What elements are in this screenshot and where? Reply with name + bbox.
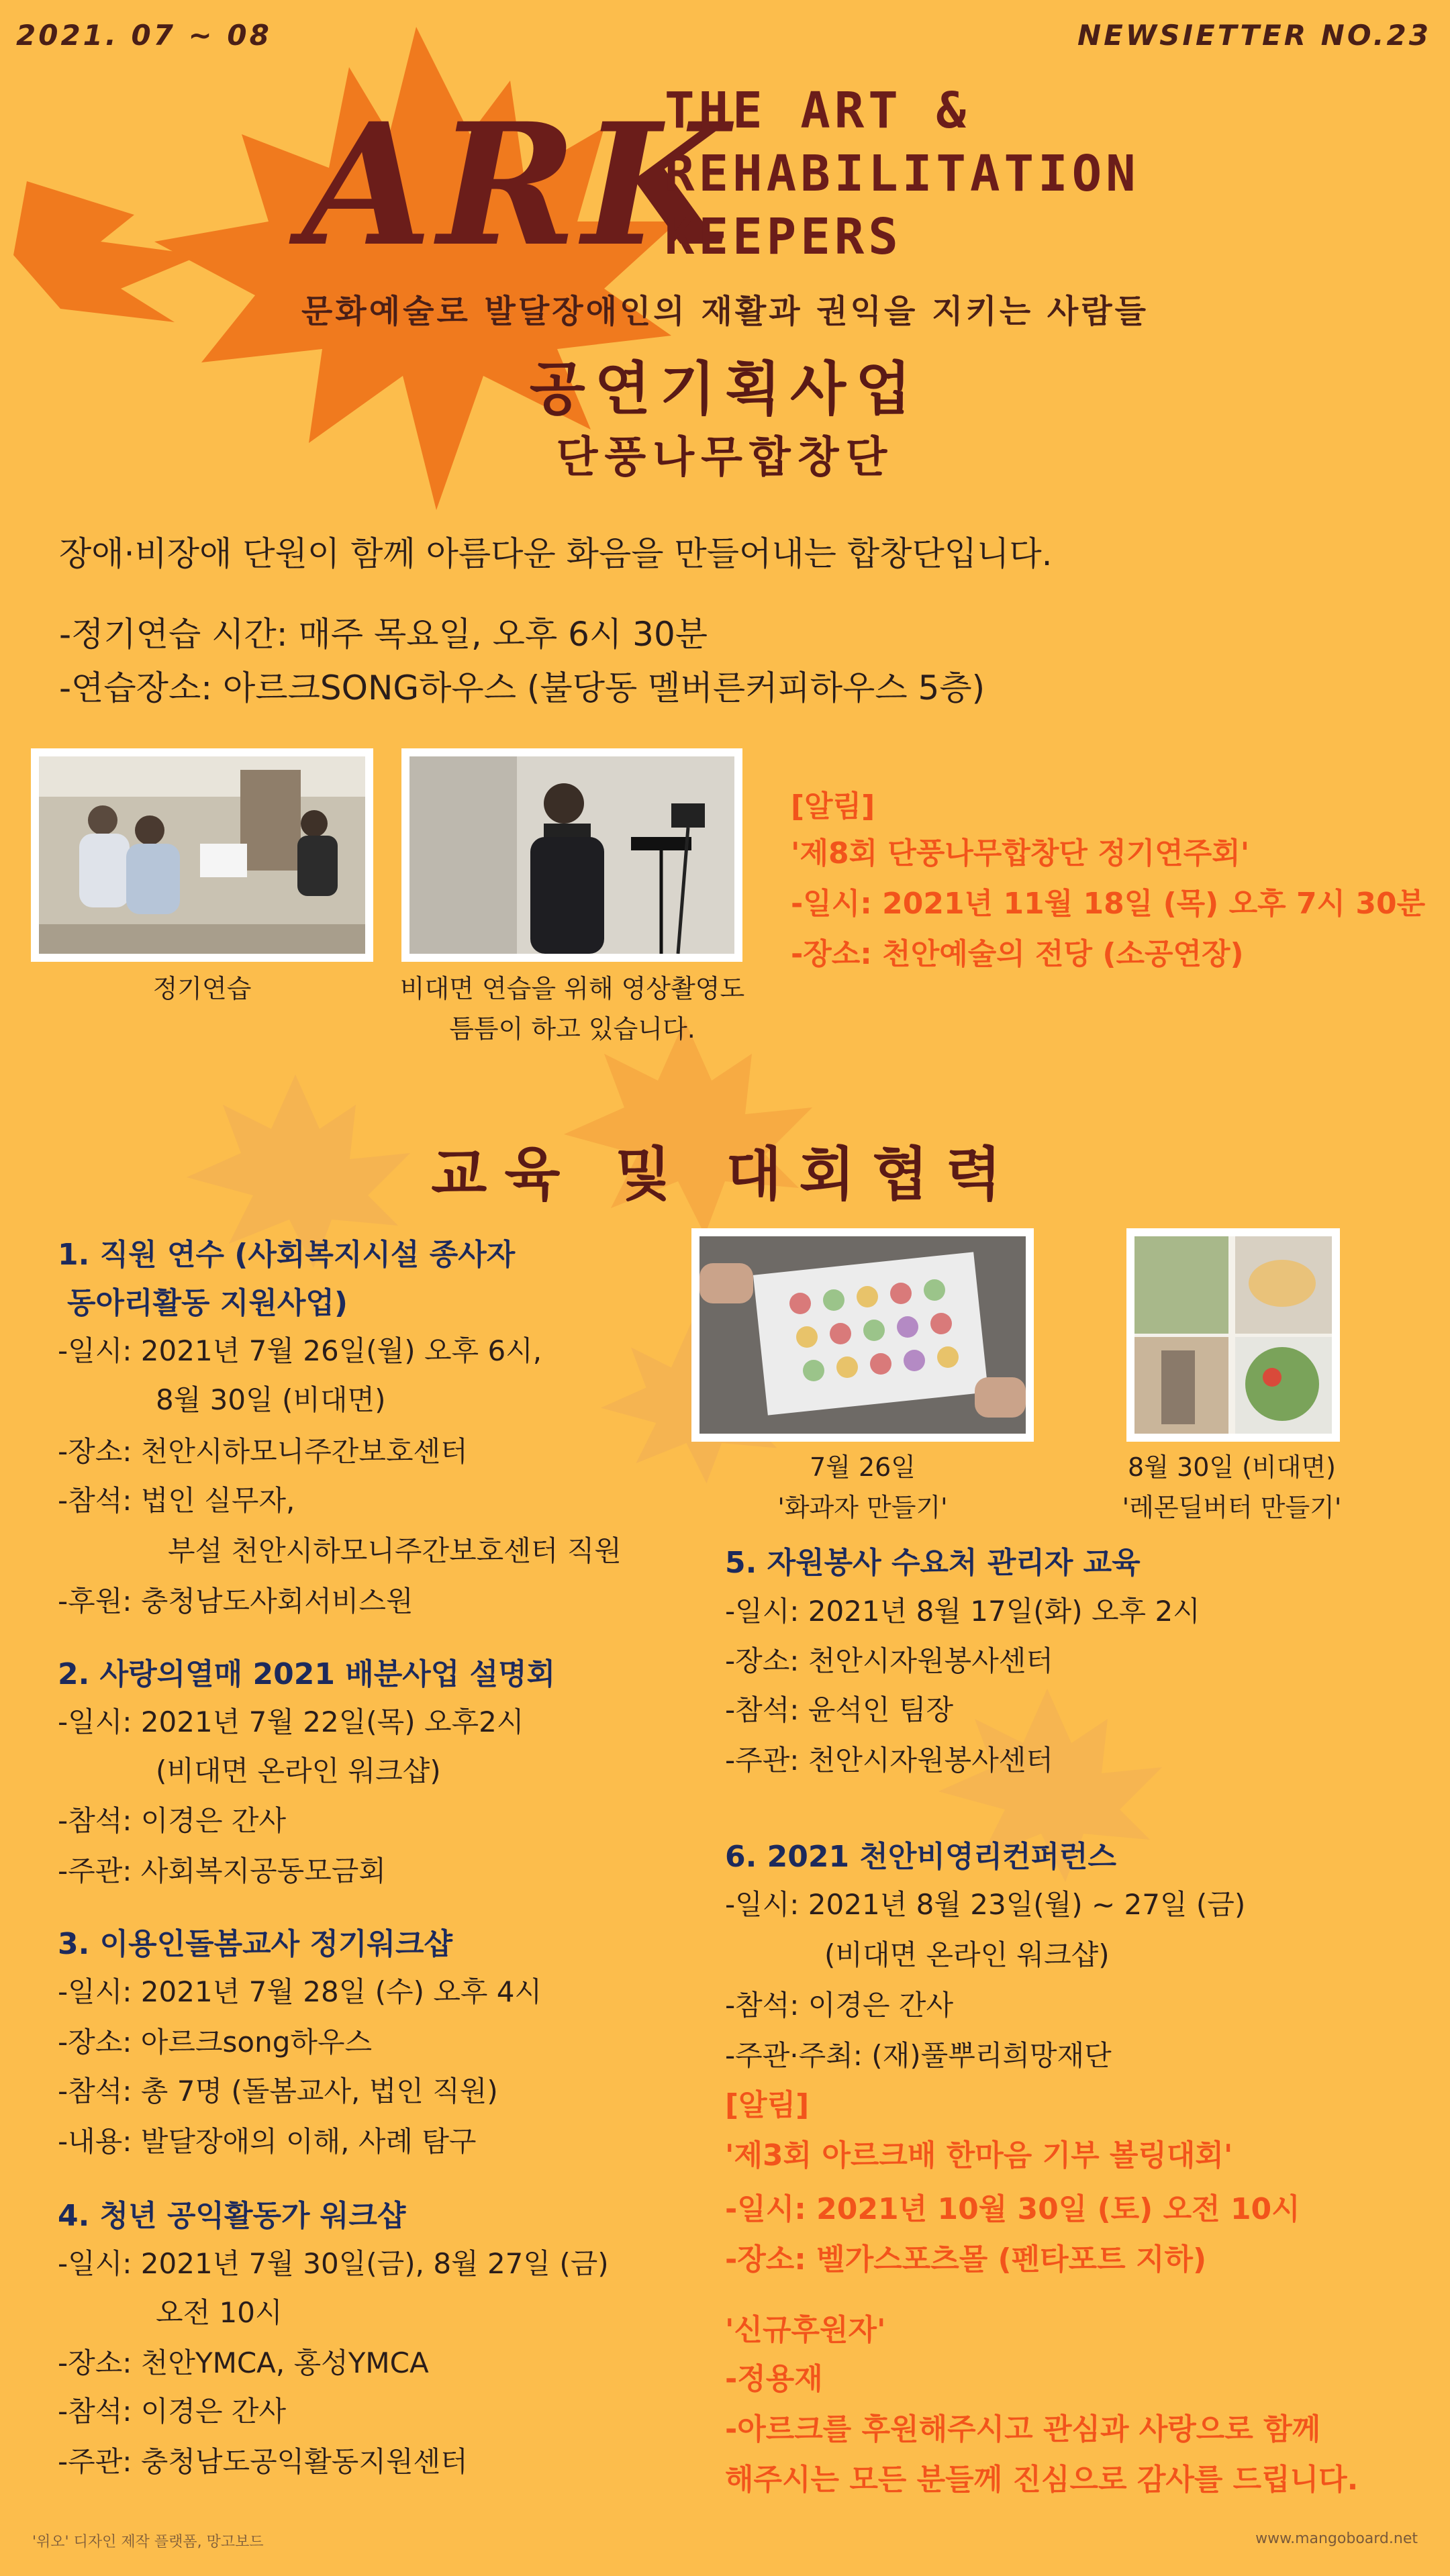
- bowling-title: '제3회 아르크배 한마음 기부 볼링대회': [725, 2138, 1233, 2173]
- item-detail: -장소: 천안시자원봉사센터: [725, 1644, 1053, 1677]
- choir-name: 단풍나무합창단: [556, 433, 894, 483]
- item-detail: -일시: 2021년 7월 28일 (수) 오후 4시: [58, 1975, 542, 2008]
- logo-full-name: [665, 79, 1215, 268]
- item-detail: (비대면 온라인 워크샵): [156, 1754, 441, 1787]
- item-detail: -참석: 이경은 간사: [725, 1989, 954, 2022]
- item-detail: -참석: 윤석인 팀장: [725, 1693, 954, 1726]
- item-detail: -참석: 이경은 간사: [58, 2395, 287, 2428]
- concert-place: -장소: 천안예술의 전당 (소공연장): [791, 937, 1244, 971]
- choir-intro: 장애·비장애 단원이 함께 아름다운 화음을 만들어내는 합창단입니다.: [59, 534, 1053, 573]
- item-detail: -참석: 총 7명 (돌봄교사, 법인 직원): [58, 2075, 498, 2108]
- item-detail: 8월 30일 (비대면): [156, 1383, 386, 1416]
- item-detail: -장소: 아르크song하우스: [58, 2026, 373, 2059]
- notice-label: [알림]: [725, 2088, 810, 2122]
- sweets-class-photo: [691, 1228, 1034, 1442]
- item-detail: -후원: 충청남도사회서비스원: [58, 1585, 414, 1618]
- item-detail: -일시: 2021년 8월 17일(화) 오후 2시: [725, 1595, 1200, 1628]
- footer-credit: '위오' 디자인 제작 플랫폼, 망고보드: [32, 2534, 264, 2550]
- item-detail: -주관·주최: (재)풀뿌리희망재단: [725, 2039, 1112, 2072]
- item-detail: -일시: 2021년 7월 30일(금), 8월 27일 (금): [58, 2247, 609, 2280]
- logo-line: KEEPERS: [665, 208, 902, 266]
- footer-link[interactable]: www.mangoboard.net: [1255, 2530, 1418, 2547]
- item-title: 5. 자원봉사 수요처 관리자 교육: [725, 1546, 1141, 1580]
- logo-line: REHABILITATION: [665, 145, 1140, 203]
- item-title: 6. 2021 천안비영리컨퍼런스: [725, 1840, 1116, 1874]
- section-title-education: 교육 및 대회협력: [431, 1141, 1019, 1208]
- item-detail: (비대면 온라인 워크샵): [824, 1938, 1110, 1971]
- photo-caption: 비대면 연습을 위해 영상촬영도: [399, 974, 745, 1003]
- item-detail: -장소: 천안시하모니주간보호센터: [58, 1435, 468, 1468]
- item-detail: -일시: 2021년 8월 23일(월) ~ 27일 (금): [725, 1888, 1246, 1921]
- butter-class-photo: [1126, 1228, 1340, 1442]
- concert-title: '제8회 단풍나무합창단 정기연주회': [791, 836, 1250, 871]
- notice-label: [알림]: [791, 789, 875, 824]
- photo-caption: 7월 26일: [809, 1452, 916, 1482]
- photo-caption: 틈틈이 하고 있습니다.: [449, 1014, 695, 1044]
- item-detail: -주관: 천안시자원봉사센터: [725, 1744, 1053, 1777]
- item-detail: 부설 천안시하모니주간보호센터 직원: [168, 1534, 622, 1567]
- photo-caption: 정기연습: [152, 974, 252, 1003]
- item-detail: -장소: 천안YMCA, 홍성YMCA: [58, 2346, 429, 2379]
- sponsor-thanks: -아르크를 후원해주시고 관심과 사랑으로 함께: [725, 2412, 1321, 2446]
- item-detail: -일시: 2021년 7월 26일(월) 오후 6시,: [58, 1334, 542, 1367]
- tagline: 문화예술로 발달장애인의 재활과 권익을 지키는 사람들: [301, 293, 1149, 330]
- item-title: 2. 사랑의열매 2021 배분사업 설명회: [58, 1657, 556, 1691]
- item-detail: -주관: 충청남도공익활동지원센터: [58, 2445, 468, 2478]
- item-detail: -일시: 2021년 7월 22일(목) 오후2시: [58, 1705, 524, 1738]
- bowling-place: -장소: 벨가스포츠몰 (펜타포트 지하): [725, 2242, 1207, 2277]
- rehearsal-image: [39, 756, 365, 954]
- choir-practice-photo: [31, 748, 373, 962]
- item-title: 3. 이용인돌봄교사 정기워크샵: [58, 1927, 453, 1961]
- item-detail: -참석: 이경은 간사: [58, 1804, 287, 1837]
- item-detail: -내용: 발달장애의 이해, 사례 탐구: [58, 2125, 477, 2158]
- logo-line: THE ART &: [665, 82, 970, 140]
- ark-logo: ARK: [302, 86, 734, 283]
- item-title: 동아리활동 지원사업): [67, 1286, 348, 1320]
- food-collage-image: [1134, 1236, 1332, 1434]
- newsletter-issue: NEWSIETTER NO.23: [1077, 19, 1431, 52]
- practice-venue: -연습장소: 아르크SONG하우스 (불당동 멜버른커피하우스 5층): [59, 668, 985, 707]
- item-detail: -참석: 법인 실무자,: [58, 1484, 295, 1517]
- sponsor-thanks: 해주시는 모든 분들께 진심으로 감사를 드립니다.: [725, 2463, 1359, 2497]
- item-title: 4. 청년 공익활동가 워크샵: [58, 2199, 406, 2233]
- photo-caption: '화과자 만들기': [777, 1493, 948, 1522]
- conductor-photo: [401, 748, 742, 962]
- concert-date: -일시: 2021년 11월 18일 (목) 오후 7시 30분: [791, 887, 1426, 921]
- item-detail: 오전 10시: [156, 2296, 283, 2329]
- photo-caption: '레몬딜버터 만들기': [1122, 1493, 1342, 1522]
- bowling-date: -일시: 2021년 10월 30일 (토) 오전 10시: [725, 2192, 1300, 2226]
- section-title-performance: 공연기획사업: [529, 356, 921, 423]
- sponsor-title: '신규후원자': [725, 2313, 886, 2347]
- newsletter-date: 2021. 07 ~ 08: [16, 19, 272, 52]
- photo-caption: 8월 30일 (비대면): [1128, 1452, 1336, 1482]
- sweets-image: [699, 1236, 1026, 1434]
- sponsor-name: -정용재: [725, 2362, 823, 2396]
- item-detail: -주관: 사회복지공동모금회: [58, 1854, 386, 1887]
- item-title: 1. 직원 연수 (사회복지시설 종사자: [58, 1238, 516, 1272]
- practice-schedule: -정기연습 시간: 매주 목요일, 오후 6시 30분: [59, 615, 708, 654]
- video-recording-image: [409, 756, 734, 954]
